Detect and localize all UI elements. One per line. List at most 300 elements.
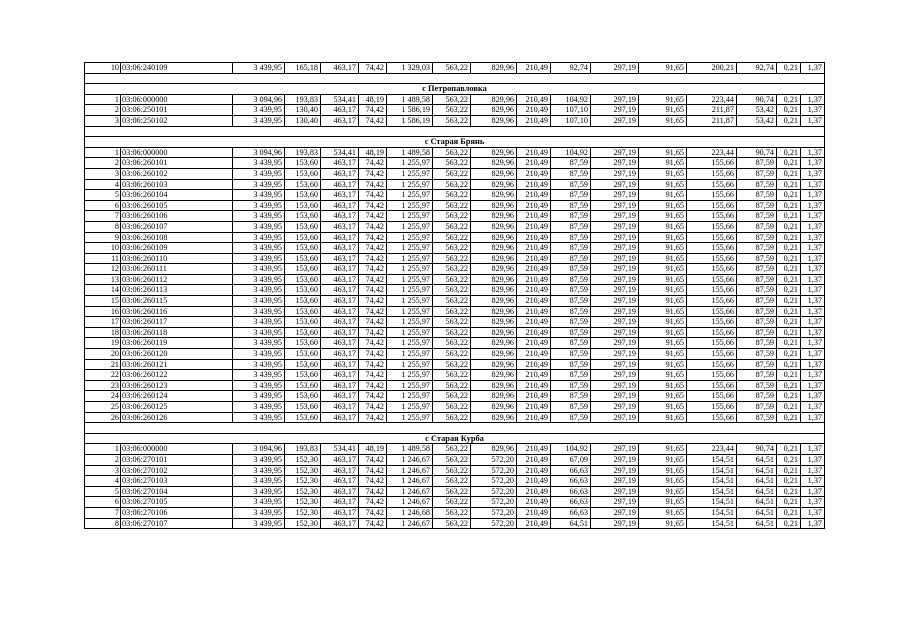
cell-v13: 87,59: [737, 296, 777, 307]
cell-v14: 0,21: [777, 105, 801, 116]
cell-v9: 64,51: [551, 518, 591, 529]
cell-v5: 1 489,58: [387, 444, 433, 455]
blank-row: [85, 73, 825, 84]
cell-no: 6: [85, 497, 121, 508]
cell-v11: 91,65: [639, 349, 687, 360]
cell-v9: 66,63: [551, 465, 591, 476]
cell-v6: 563,22: [433, 359, 471, 370]
section-title: с Петропавловка: [85, 84, 825, 95]
cell-v1: 3 439,95: [233, 63, 285, 74]
cell-v13: 87,59: [737, 274, 777, 285]
cell-v2: 153,60: [285, 190, 321, 201]
cell-code: 03:06:260125: [121, 402, 233, 413]
cell-v1: 3 439,95: [233, 338, 285, 349]
cell-v6: 563,22: [433, 147, 471, 158]
cell-v6: 563,22: [433, 264, 471, 275]
cell-v3: 463,17: [321, 402, 359, 413]
cell-v1: 3 439,95: [233, 168, 285, 179]
cell-v1: 3 439,95: [233, 380, 285, 391]
cell-v10: 297,19: [591, 338, 639, 349]
cell-v14: 0,21: [777, 243, 801, 254]
cell-v10: 297,19: [591, 391, 639, 402]
table-row: [85, 380, 825, 391]
table-row: [85, 232, 825, 243]
cell-v15: 1,37: [801, 63, 825, 74]
cell-v12: 155,66: [687, 190, 737, 201]
table-row: [85, 200, 825, 211]
cell-v14: 0,21: [777, 274, 801, 285]
cell-v4: 74,42: [359, 391, 387, 402]
cell-v5: 1 329,03: [387, 63, 433, 74]
cell-v8: 210,49: [517, 454, 551, 465]
cell-code: 03:06:000000: [121, 444, 233, 455]
cell-no: 9: [85, 232, 121, 243]
cell-v12: 155,66: [687, 349, 737, 360]
cell-v3: 463,17: [321, 317, 359, 328]
cell-v4: 74,42: [359, 274, 387, 285]
cell-v7: 829,96: [471, 317, 517, 328]
cell-v4: 74,42: [359, 402, 387, 413]
cell-v2: 153,60: [285, 327, 321, 338]
table-body: [85, 63, 825, 529]
cell-v11: 91,65: [639, 232, 687, 243]
cell-v10: 297,19: [591, 221, 639, 232]
cell-v7: 829,96: [471, 327, 517, 338]
cell-v2: 193,83: [285, 94, 321, 105]
cell-v9: 87,59: [551, 349, 591, 360]
table-row: [85, 211, 825, 222]
cell-v12: 155,66: [687, 264, 737, 275]
cell-v12: 154,51: [687, 518, 737, 529]
cell-v1: 3 094,96: [233, 147, 285, 158]
cell-code: 03:06:260119: [121, 338, 233, 349]
cell-v2: 152,30: [285, 465, 321, 476]
cell-v7: 829,96: [471, 179, 517, 190]
cell-v2: 152,30: [285, 454, 321, 465]
cell-v15: 1,37: [801, 412, 825, 423]
cell-v3: 463,17: [321, 327, 359, 338]
cell-v5: 1 246,67: [387, 518, 433, 529]
cell-v15: 1,37: [801, 370, 825, 381]
cell-v8: 210,49: [517, 274, 551, 285]
cell-v13: 64,51: [737, 507, 777, 518]
cell-v8: 210,49: [517, 327, 551, 338]
cell-v4: 74,42: [359, 190, 387, 201]
cell-v10: 297,19: [591, 63, 639, 74]
cell-v12: 155,66: [687, 158, 737, 169]
cell-code: 03:06:260122: [121, 370, 233, 381]
cell-v8: 210,49: [517, 296, 551, 307]
cell-v12: 155,66: [687, 243, 737, 254]
cell-v15: 1,37: [801, 507, 825, 518]
cell-v3: 463,17: [321, 380, 359, 391]
cell-v1: 3 439,95: [233, 232, 285, 243]
cell-v10: 297,19: [591, 179, 639, 190]
cell-v8: 210,49: [517, 306, 551, 317]
cell-v5: 1 246,67: [387, 454, 433, 465]
cell-v3: 463,17: [321, 264, 359, 275]
cell-no: 10: [85, 243, 121, 254]
cell-v7: 829,96: [471, 402, 517, 413]
cell-code: 03:06:270105: [121, 497, 233, 508]
cell-v10: 297,19: [591, 147, 639, 158]
table-row: [85, 190, 825, 201]
cell-v2: 153,60: [285, 359, 321, 370]
cell-v13: 87,59: [737, 221, 777, 232]
cell-no: 2: [85, 105, 121, 116]
cell-v13: 87,59: [737, 285, 777, 296]
cell-code: 03:06:260103: [121, 179, 233, 190]
cell-v7: 829,96: [471, 232, 517, 243]
cell-v6: 563,22: [433, 232, 471, 243]
cell-no: 18: [85, 327, 121, 338]
cell-v6: 563,22: [433, 253, 471, 264]
cell-v9: 66,63: [551, 476, 591, 487]
cell-v5: 1 255,97: [387, 380, 433, 391]
cell-v4: 74,42: [359, 486, 387, 497]
cell-code: 03:06:270103: [121, 476, 233, 487]
cell-v15: 1,37: [801, 497, 825, 508]
cell-v12: 155,66: [687, 253, 737, 264]
cell-v3: 463,17: [321, 211, 359, 222]
cell-v1: 3 439,95: [233, 158, 285, 169]
cell-code: 03:06:260124: [121, 391, 233, 402]
cell-v11: 91,65: [639, 168, 687, 179]
cell-v2: 153,60: [285, 380, 321, 391]
cell-v15: 1,37: [801, 327, 825, 338]
cell-v8: 210,49: [517, 518, 551, 529]
cell-v8: 210,49: [517, 444, 551, 455]
cell-v14: 0,21: [777, 158, 801, 169]
cell-v14: 0,21: [777, 94, 801, 105]
cell-v12: 155,66: [687, 402, 737, 413]
cell-v6: 563,22: [433, 412, 471, 423]
cell-v13: 87,59: [737, 211, 777, 222]
cell-v8: 210,49: [517, 179, 551, 190]
cell-v11: 91,65: [639, 115, 687, 126]
cell-v11: 91,65: [639, 200, 687, 211]
cell-v10: 297,19: [591, 190, 639, 201]
cell-code: 03:06:260115: [121, 296, 233, 307]
cell-no: 5: [85, 190, 121, 201]
cell-v7: 829,96: [471, 243, 517, 254]
cell-v9: 66,63: [551, 497, 591, 508]
cell-v14: 0,21: [777, 380, 801, 391]
cell-v13: 87,59: [737, 349, 777, 360]
cell-code: 03:06:260101: [121, 158, 233, 169]
cell-v8: 210,49: [517, 359, 551, 370]
cell-v6: 563,22: [433, 338, 471, 349]
cell-v2: 153,60: [285, 200, 321, 211]
cell-v13: 87,59: [737, 243, 777, 254]
cell-v11: 91,65: [639, 454, 687, 465]
cell-v7: 829,96: [471, 190, 517, 201]
cell-v15: 1,37: [801, 391, 825, 402]
cell-v4: 74,42: [359, 232, 387, 243]
cell-v1: 3 439,95: [233, 349, 285, 360]
cell-v11: 91,65: [639, 465, 687, 476]
blank-cell: [85, 126, 825, 137]
cell-v11: 91,65: [639, 253, 687, 264]
cell-v14: 0,21: [777, 327, 801, 338]
cell-code: 03:06:000000: [121, 94, 233, 105]
cell-no: 8: [85, 221, 121, 232]
cell-v8: 210,49: [517, 370, 551, 381]
cell-v1: 3 439,95: [233, 497, 285, 508]
cell-v5: 1 255,97: [387, 412, 433, 423]
cell-v11: 91,65: [639, 486, 687, 497]
cell-v1: 3 439,95: [233, 465, 285, 476]
cell-v7: 829,96: [471, 253, 517, 264]
cell-v7: 572,20: [471, 486, 517, 497]
cell-v15: 1,37: [801, 158, 825, 169]
cell-v3: 463,17: [321, 296, 359, 307]
cell-v12: 155,66: [687, 359, 737, 370]
cell-v6: 563,22: [433, 327, 471, 338]
cell-v9: 87,59: [551, 264, 591, 275]
cell-v10: 297,19: [591, 518, 639, 529]
cell-v4: 74,42: [359, 253, 387, 264]
cell-v9: 87,59: [551, 232, 591, 243]
cell-no: 1: [85, 94, 121, 105]
cell-v15: 1,37: [801, 380, 825, 391]
cell-v1: 3 439,95: [233, 243, 285, 254]
cell-v3: 463,17: [321, 63, 359, 74]
cell-v6: 563,22: [433, 211, 471, 222]
cell-v7: 829,96: [471, 264, 517, 275]
cell-no: 1: [85, 444, 121, 455]
cell-v11: 91,65: [639, 507, 687, 518]
cell-v14: 0,21: [777, 476, 801, 487]
cell-v13: 87,59: [737, 179, 777, 190]
cell-no: 22: [85, 370, 121, 381]
cell-v15: 1,37: [801, 306, 825, 317]
cell-v12: 154,51: [687, 497, 737, 508]
cell-v9: 87,59: [551, 158, 591, 169]
cell-v9: 104,92: [551, 94, 591, 105]
cell-v14: 0,21: [777, 359, 801, 370]
cell-v5: 1 246,67: [387, 486, 433, 497]
cell-v8: 210,49: [517, 168, 551, 179]
cell-code: 03:06:270101: [121, 454, 233, 465]
cell-v4: 48,19: [359, 147, 387, 158]
cell-v3: 463,17: [321, 391, 359, 402]
cell-v13: 87,59: [737, 370, 777, 381]
cell-v14: 0,21: [777, 253, 801, 264]
cell-v15: 1,37: [801, 454, 825, 465]
cell-v12: 200,21: [687, 63, 737, 74]
cell-v2: 153,60: [285, 338, 321, 349]
cell-no: 7: [85, 507, 121, 518]
cell-v7: 829,96: [471, 274, 517, 285]
cell-v2: 153,60: [285, 253, 321, 264]
cell-v2: 153,60: [285, 274, 321, 285]
cell-v5: 1 255,97: [387, 359, 433, 370]
cell-v4: 74,42: [359, 306, 387, 317]
cell-v9: 92,74: [551, 63, 591, 74]
cell-v10: 297,19: [591, 94, 639, 105]
cell-v10: 297,19: [591, 444, 639, 455]
cell-v8: 210,49: [517, 391, 551, 402]
cell-v1: 3 094,96: [233, 94, 285, 105]
cell-v10: 297,19: [591, 243, 639, 254]
cell-v4: 74,42: [359, 296, 387, 307]
cell-v10: 297,19: [591, 359, 639, 370]
cell-v12: 155,66: [687, 327, 737, 338]
cell-v7: 829,96: [471, 306, 517, 317]
table-row: [85, 63, 825, 74]
cell-v1: 3 439,95: [233, 359, 285, 370]
cell-v8: 210,49: [517, 232, 551, 243]
cell-v13: 87,59: [737, 190, 777, 201]
cell-v2: 152,30: [285, 486, 321, 497]
cell-v3: 463,17: [321, 306, 359, 317]
cell-v5: 1 255,97: [387, 306, 433, 317]
cell-v3: 463,17: [321, 454, 359, 465]
table-row: [85, 147, 825, 158]
cell-v7: 829,96: [471, 370, 517, 381]
cell-v7: 572,20: [471, 507, 517, 518]
cell-v8: 210,49: [517, 476, 551, 487]
cell-v11: 91,65: [639, 264, 687, 275]
table-row: [85, 264, 825, 275]
cell-no: 3: [85, 168, 121, 179]
cell-v11: 91,65: [639, 497, 687, 508]
cell-v4: 74,42: [359, 412, 387, 423]
table-row: [85, 518, 825, 529]
cell-v3: 463,17: [321, 105, 359, 116]
cell-v4: 48,19: [359, 444, 387, 455]
cell-v6: 563,22: [433, 105, 471, 116]
cell-v15: 1,37: [801, 274, 825, 285]
cell-v1: 3 094,96: [233, 444, 285, 455]
cell-v10: 297,19: [591, 158, 639, 169]
cell-v13: 87,59: [737, 391, 777, 402]
cell-v5: 1 255,97: [387, 179, 433, 190]
cell-v4: 74,42: [359, 380, 387, 391]
cell-v8: 210,49: [517, 243, 551, 254]
cell-code: 03:06:260123: [121, 380, 233, 391]
table-row: [85, 306, 825, 317]
table-row: [85, 391, 825, 402]
cell-v2: 153,60: [285, 349, 321, 360]
cell-v9: 87,59: [551, 296, 591, 307]
cell-code: 03:06:260118: [121, 327, 233, 338]
cell-v13: 87,59: [737, 158, 777, 169]
cell-code: 03:06:260109: [121, 243, 233, 254]
cell-code: 03:06:260107: [121, 221, 233, 232]
cell-v4: 74,42: [359, 465, 387, 476]
cell-v2: 153,60: [285, 317, 321, 328]
cell-v4: 74,42: [359, 168, 387, 179]
cell-v6: 563,22: [433, 179, 471, 190]
cell-no: 16: [85, 306, 121, 317]
cell-v15: 1,37: [801, 115, 825, 126]
cell-v10: 297,19: [591, 497, 639, 508]
cell-code: 03:06:270106: [121, 507, 233, 518]
cell-v8: 210,49: [517, 507, 551, 518]
cell-v9: 104,92: [551, 444, 591, 455]
cell-v8: 210,49: [517, 412, 551, 423]
cell-v14: 0,21: [777, 454, 801, 465]
cell-v15: 1,37: [801, 486, 825, 497]
cell-v3: 463,17: [321, 486, 359, 497]
cell-v10: 297,19: [591, 507, 639, 518]
cell-no: 4: [85, 179, 121, 190]
cell-v8: 210,49: [517, 158, 551, 169]
cell-v13: 87,59: [737, 253, 777, 264]
cell-v13: 87,59: [737, 327, 777, 338]
cell-v3: 463,17: [321, 349, 359, 360]
cell-v3: 463,17: [321, 465, 359, 476]
cell-v3: 463,17: [321, 412, 359, 423]
cell-v6: 563,22: [433, 168, 471, 179]
cell-v6: 563,22: [433, 518, 471, 529]
cell-v2: 165,18: [285, 63, 321, 74]
cell-v3: 463,17: [321, 476, 359, 487]
cell-code: 03:06:250101: [121, 105, 233, 116]
cell-v5: 1 586,19: [387, 115, 433, 126]
cell-v12: 155,66: [687, 380, 737, 391]
cell-v13: 64,51: [737, 465, 777, 476]
cell-no: 24: [85, 391, 121, 402]
cell-v6: 563,22: [433, 349, 471, 360]
cell-v14: 0,21: [777, 507, 801, 518]
cell-v9: 67,09: [551, 454, 591, 465]
cell-v7: 829,96: [471, 349, 517, 360]
cell-v15: 1,37: [801, 253, 825, 264]
cell-v15: 1,37: [801, 476, 825, 487]
cell-v8: 210,49: [517, 402, 551, 413]
cell-v6: 563,22: [433, 391, 471, 402]
cell-no: 5: [85, 486, 121, 497]
cell-v8: 210,49: [517, 338, 551, 349]
cell-v12: 154,51: [687, 476, 737, 487]
cell-v9: 87,59: [551, 402, 591, 413]
cell-v1: 3 439,95: [233, 200, 285, 211]
table-row: [85, 115, 825, 126]
table-row: [85, 317, 825, 328]
cell-v6: 563,22: [433, 465, 471, 476]
cell-v7: 829,96: [471, 285, 517, 296]
cell-v7: 572,20: [471, 497, 517, 508]
cell-v13: 90,74: [737, 444, 777, 455]
cell-v9: 87,59: [551, 306, 591, 317]
cell-v9: 87,59: [551, 327, 591, 338]
cell-v11: 91,65: [639, 518, 687, 529]
cell-v6: 563,22: [433, 243, 471, 254]
table-row: [85, 412, 825, 423]
cell-code: 03:06:260121: [121, 359, 233, 370]
cell-v1: 3 439,95: [233, 454, 285, 465]
cell-no: 2: [85, 158, 121, 169]
cell-v6: 563,22: [433, 63, 471, 74]
cell-v12: 155,66: [687, 285, 737, 296]
cell-v3: 463,17: [321, 359, 359, 370]
cell-no: 7: [85, 211, 121, 222]
cell-v7: 572,20: [471, 465, 517, 476]
cell-v14: 0,21: [777, 370, 801, 381]
cell-v1: 3 439,95: [233, 190, 285, 201]
cell-v4: 74,42: [359, 370, 387, 381]
cell-v5: 1 489,58: [387, 147, 433, 158]
cell-v5: 1 255,97: [387, 296, 433, 307]
cell-v8: 210,49: [517, 317, 551, 328]
table-row: [85, 486, 825, 497]
cell-v10: 297,19: [591, 476, 639, 487]
cell-v1: 3 439,95: [233, 296, 285, 307]
cell-v6: 563,22: [433, 370, 471, 381]
